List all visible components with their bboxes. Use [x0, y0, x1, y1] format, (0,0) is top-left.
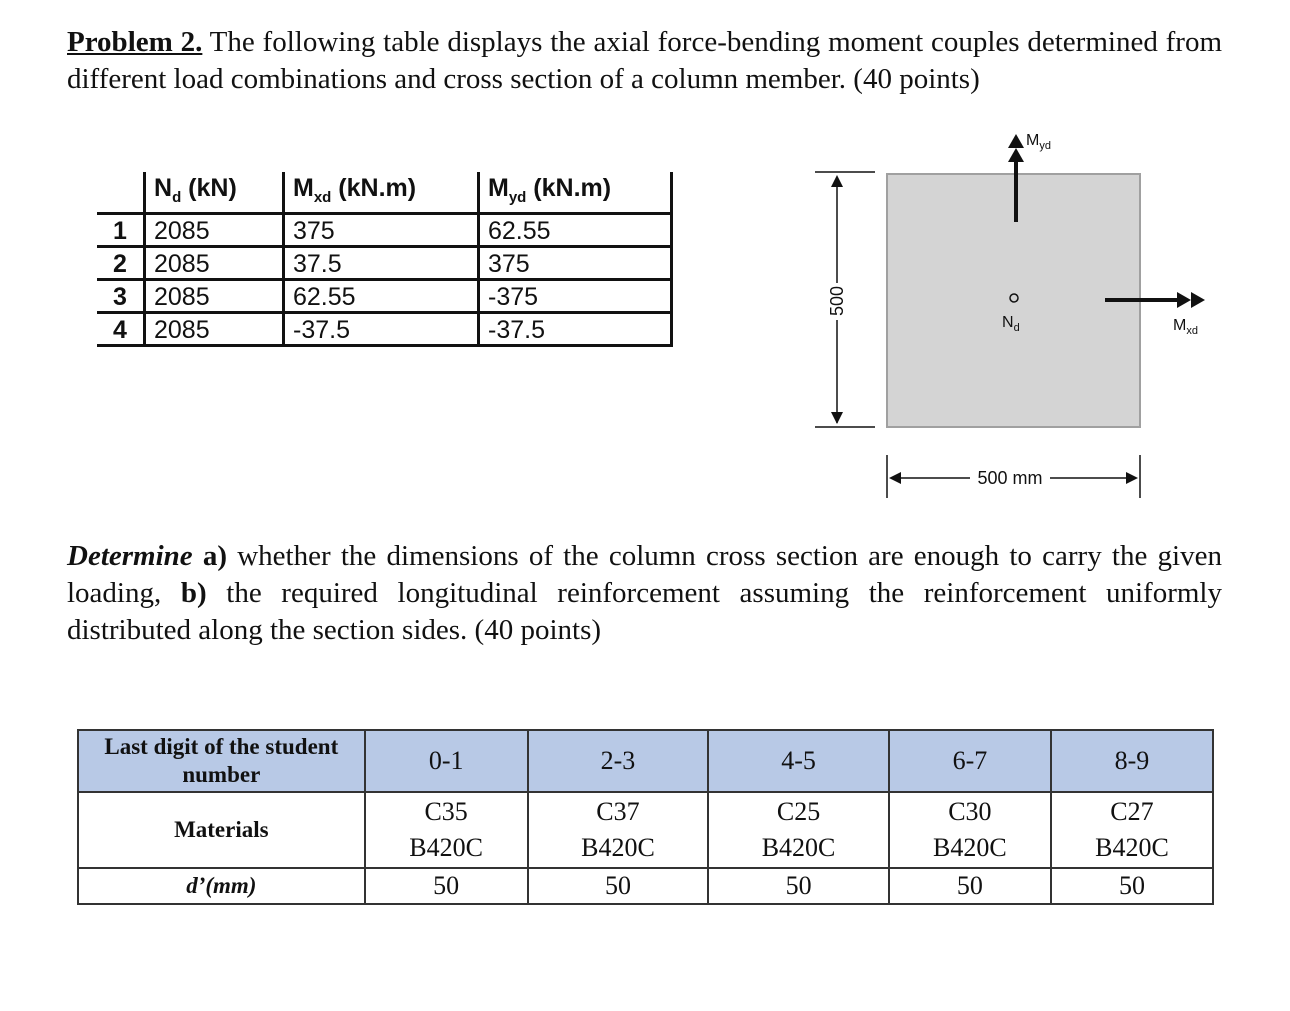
width-dimension — [887, 455, 1140, 498]
materials-label: Materials — [78, 792, 365, 868]
myd-cell: 62.55 — [479, 214, 672, 247]
mxd-cell: 375 — [284, 214, 479, 247]
part-a-text: whether the dimensions of the column cross section are enough to carry the given loading, — [67, 540, 1222, 609]
part-b-label: b) — [161, 577, 207, 609]
mxd-label: $M_{xd}$ — [1173, 317, 1198, 337]
material-cell: C30 B420C — [889, 792, 1051, 868]
load-table-header — [97, 172, 672, 214]
materials-table — [77, 729, 1214, 905]
column-section — [887, 174, 1140, 427]
myd-header: $M_{yd}$ (kN.m) — [479, 172, 672, 214]
d-prime-cell: 50 — [528, 868, 709, 904]
d-prime-cell: 50 — [1051, 868, 1213, 904]
materials-row — [78, 792, 1213, 868]
d-prime-row — [78, 868, 1213, 904]
myd-label: $M_{yd}$ — [1026, 132, 1051, 152]
width-dimension-label: 500 mm — [977, 468, 1043, 488]
row-index: 2 — [97, 247, 145, 280]
nd-cell: 2085 — [145, 313, 284, 346]
material-cell: C37 B420C — [528, 792, 709, 868]
digit-range-header: 6-7 — [889, 730, 1051, 792]
table-row — [97, 214, 672, 247]
mxd-cell: -37.5 — [284, 313, 479, 346]
part-b-text: the required longitudinal reinforcement assuming the reinforcement uniformly distributed along the section sides. (40 points) — [67, 577, 1222, 646]
myd-cell: -37.5 — [479, 313, 672, 346]
materials-header-row — [78, 730, 1213, 792]
problem-statement — [67, 24, 1222, 98]
part-a-label: a) — [192, 540, 228, 572]
nd-header: $N_d$ (kN) — [145, 172, 284, 214]
d-prime-cell: 50 — [365, 868, 528, 904]
height-dimension — [815, 172, 875, 427]
myd-cell: -375 — [479, 280, 672, 313]
nd-cell: 2085 — [145, 247, 284, 280]
digit-range-header: 2-3 — [528, 730, 709, 792]
material-cell: C35 B420C — [365, 792, 528, 868]
nd-cell: 2085 — [145, 280, 284, 313]
nd-label: $N_d$ — [1002, 314, 1020, 334]
material-cell: C27 B420C — [1051, 792, 1213, 868]
row-index: 4 — [97, 313, 145, 346]
d-prime-cell: 50 — [889, 868, 1051, 904]
d-prime-cell: 50 — [708, 868, 889, 904]
problem-label: Problem 2. — [67, 26, 203, 58]
row-index: 3 — [97, 280, 145, 313]
row-index: 1 — [97, 214, 145, 247]
determine-lead: Determine — [67, 540, 193, 572]
table-row — [97, 280, 672, 313]
mxd-cell: 62.55 — [284, 280, 479, 313]
table-row — [97, 247, 672, 280]
index-header — [97, 172, 145, 214]
student-digit-header: Last digit of the student number — [78, 730, 365, 792]
nd-cell: 2085 — [145, 214, 284, 247]
digit-range-header: 4-5 — [708, 730, 889, 792]
material-cell: C25 B420C — [708, 792, 889, 868]
problem-text: The following table displays the axial force-bending moment couples determined from different load combinations and cross section of a column member. (40 points) — [67, 26, 1223, 95]
table-row — [97, 313, 672, 346]
determine-paragraph — [67, 538, 1222, 649]
d-prime-label: d’(mm) — [78, 868, 365, 904]
digit-range-header: 8-9 — [1051, 730, 1213, 792]
load-table — [97, 172, 673, 347]
digit-range-header: 0-1 — [365, 730, 528, 792]
cross-section-figure — [790, 115, 1230, 515]
myd-cell: 375 — [479, 247, 672, 280]
mxd-cell: 37.5 — [284, 247, 479, 280]
height-dimension-label: 500 — [827, 285, 847, 317]
mxd-header: $M_{xd}$ (kN.m) — [284, 172, 479, 214]
